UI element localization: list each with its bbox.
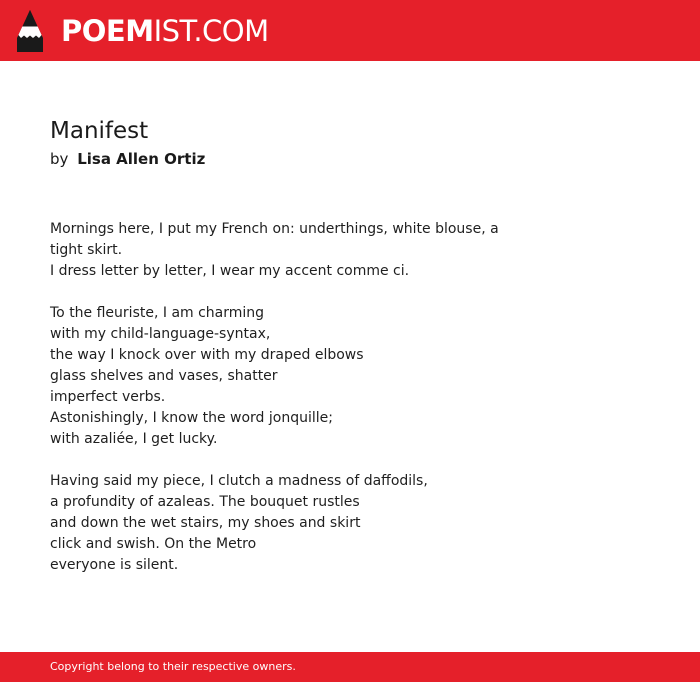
byline-label: by — [50, 150, 69, 168]
author-name: Lisa Allen Ortiz — [77, 150, 206, 168]
copyright-text: Copyright belong to their respective owners. — [50, 660, 296, 673]
stanza — [50, 219, 570, 282]
poem-line: To the fleuriste, I am charming — [50, 305, 265, 321]
poem-line: Astonishingly, I know the word jonquille; — [50, 410, 333, 426]
poem-line: the way I knock over with my draped elbows — [50, 347, 364, 363]
poem-line: with my child-language-syntax, — [50, 326, 271, 342]
site-header — [0, 0, 700, 61]
site-logo-text — [61, 9, 269, 53]
poem-line: everyone is silent. — [50, 557, 179, 573]
poem-line: imperfect verbs. — [50, 389, 166, 405]
poem-line: Mornings here, I put my French on: underthings, white blouse, a tight skirt. — [50, 221, 499, 258]
pencil-tip-icon — [17, 10, 43, 52]
poem-title: Manifest — [50, 118, 149, 144]
byline — [50, 149, 570, 169]
poem-line: with azaliée, I get lucky. — [50, 431, 218, 447]
poem-line: I dress letter by letter, I wear my accent comme ci. — [50, 263, 410, 279]
brand-light: IST.COM — [153, 14, 269, 48]
site-logo-link[interactable] — [17, 9, 269, 53]
poem-body — [50, 219, 570, 576]
stanza — [50, 303, 570, 450]
poem-content — [50, 116, 570, 597]
poem-line: glass shelves and vases, shatter — [50, 368, 278, 384]
poem-line: Having said my piece, I clutch a madness of daffodils, — [50, 473, 428, 489]
poem-line: click and swish. On the Metro — [50, 536, 257, 552]
brand-strong: POEM — [61, 14, 154, 48]
poem-line: a profundity of azaleas. The bouquet rustles — [50, 494, 360, 510]
site-footer — [0, 652, 700, 682]
stanza — [50, 471, 570, 576]
poem-line: and down the wet stairs, my shoes and skirt — [50, 515, 361, 531]
